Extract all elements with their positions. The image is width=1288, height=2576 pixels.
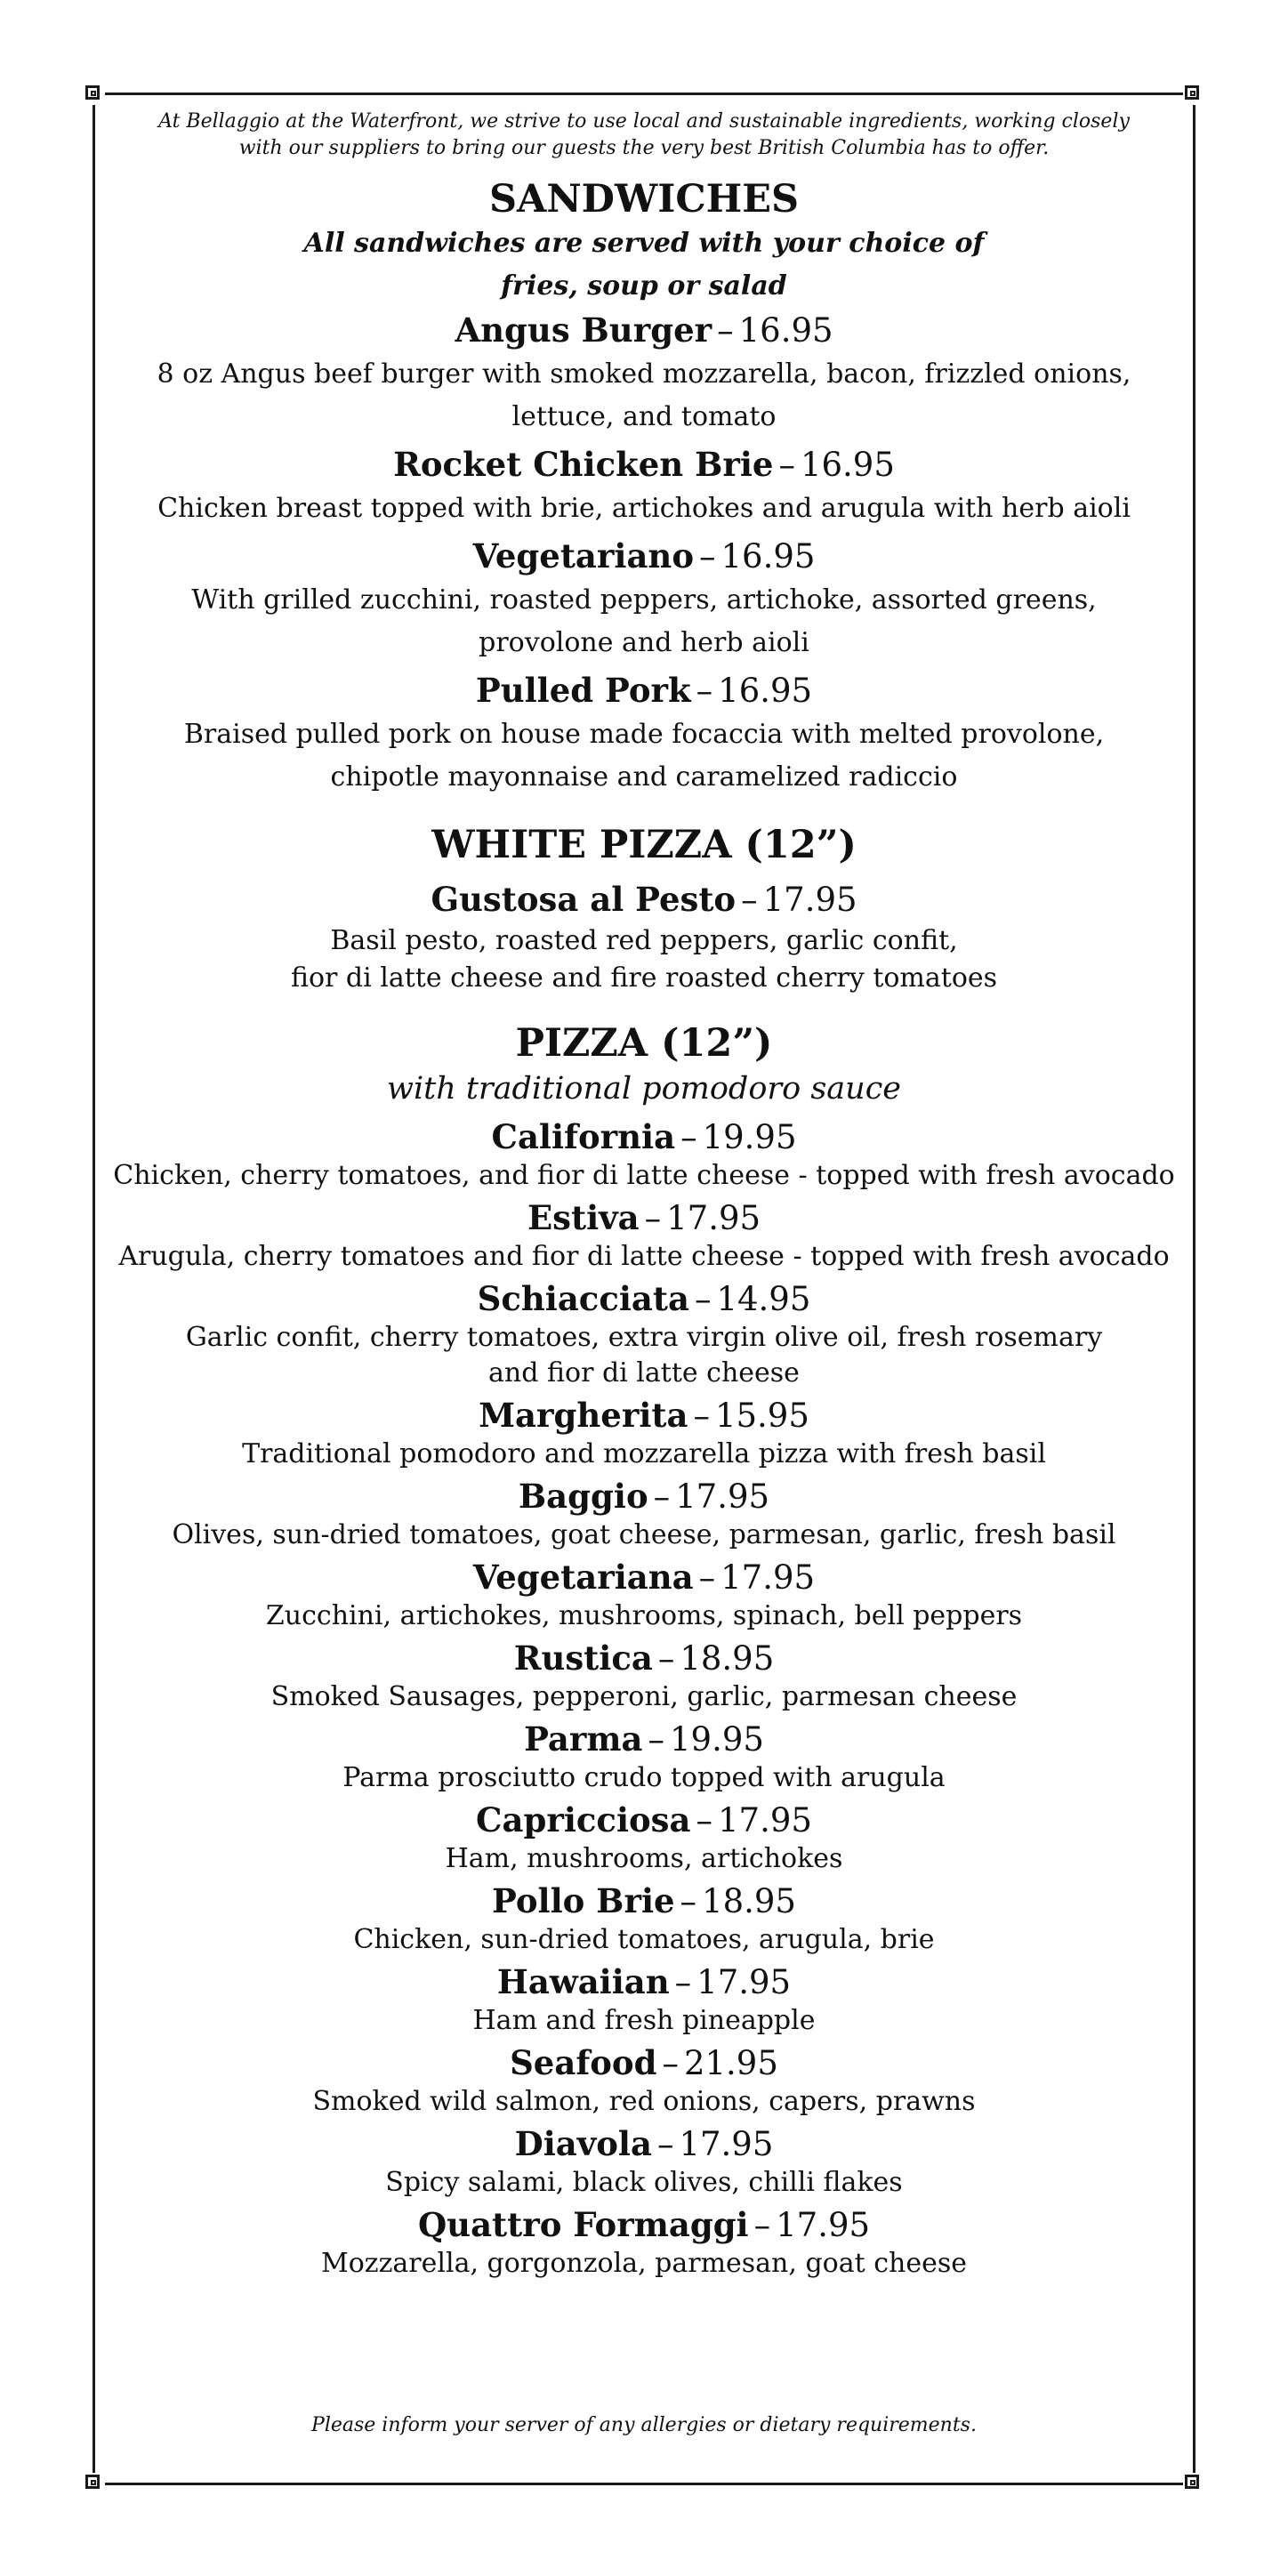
menu-item-description	[107, 353, 1181, 439]
menu-item	[107, 2042, 1181, 2120]
corner-ornament-bottom-right	[1183, 2473, 1204, 2494]
menu-item-separator: –	[644, 1199, 662, 1237]
menu-item-name: Quattro Formaggi	[417, 2205, 749, 2244]
corner-ornament-top-left	[84, 84, 105, 105]
menu-item-price: 17.95	[720, 1558, 816, 1597]
menu-item	[107, 877, 1181, 997]
menu-item	[107, 1557, 1181, 1634]
menu-item	[107, 442, 1181, 530]
menu-item-description	[107, 487, 1181, 530]
menu-item-heading	[107, 2042, 1181, 2084]
menu-item-name: Vegetariano	[472, 536, 694, 576]
menu-item	[107, 2123, 1181, 2201]
menu-item-description-line: Garlic confit, cherry tomatoes, extra virgin olive oil, fresh rosemary	[185, 1322, 1103, 1353]
pizza-title: PIZZA (12”)	[515, 1021, 773, 1066]
menu-item-separator: –	[693, 1397, 710, 1435]
sandwiches-subtitle-line-2: fries, soup or salad	[501, 270, 787, 302]
menu-item-price: 18.95	[680, 1639, 775, 1678]
menu-item-heading	[107, 2123, 1181, 2165]
menu-item-name: California	[491, 1117, 676, 1156]
sandwich-list	[107, 308, 1181, 799]
menu-item-name: Diavola	[514, 2124, 652, 2163]
menu-item-separator: –	[680, 1882, 697, 1920]
menu-item-heading	[107, 1278, 1181, 1320]
pizza-section	[107, 1020, 1181, 2282]
menu-item-description	[107, 1239, 1181, 1275]
menu-item	[107, 1197, 1181, 1275]
menu-item-description-line: Ham, mushrooms, artichokes	[445, 1843, 843, 1874]
menu-item-price: 17.95	[666, 1199, 761, 1237]
menu-item-name: Pulled Pork	[475, 671, 691, 710]
menu-item-description-line: Olives, sun-dried tomatoes, goat cheese, parmesan, garlic, fresh basil	[172, 1519, 1116, 1550]
menu-item-name: Capricciosa	[476, 1800, 691, 1839]
menu-item	[107, 1278, 1181, 1391]
menu-item-heading	[107, 668, 1181, 713]
menu-item-separator: –	[694, 1280, 712, 1318]
menu-item-description	[107, 1922, 1181, 1958]
menu-item-separator: –	[753, 2206, 771, 2244]
menu-item-separator: –	[662, 2044, 679, 2082]
menu-item-name: Pollo Brie	[492, 1881, 675, 1920]
menu-item-heading	[107, 534, 1181, 579]
menu-item-separator: –	[657, 1639, 675, 1678]
menu-item-price: 16.95	[800, 446, 895, 484]
pizza-list	[107, 1116, 1181, 2282]
menu-item-description-line: and fior di latte cheese	[488, 1357, 800, 1389]
menu-item-description-line: Chicken, cherry tomatoes, and fior di latte cheese - topped with fresh avocado	[113, 1160, 1175, 1191]
menu-item-name: Seafood	[510, 2043, 657, 2082]
menu-item	[107, 1719, 1181, 1796]
menu-item-price: 17.95	[679, 2125, 774, 2163]
menu-item-description-line: Parma prosciutto crudo topped with arugula	[342, 1762, 946, 1793]
menu-item-description	[107, 1841, 1181, 1877]
menu-item-description	[107, 2246, 1181, 2282]
menu-item-name: Margherita	[479, 1396, 688, 1435]
menu-item-name: Schiacciata	[477, 1279, 689, 1318]
menu-item-name: Rocket Chicken Brie	[393, 445, 774, 484]
menu-item	[107, 1880, 1181, 1958]
menu-item-price: 16.95	[720, 537, 816, 576]
menu-item-price: 16.95	[718, 672, 813, 710]
menu-item-price: 18.95	[702, 1882, 796, 1920]
menu-item-description-line: Smoked wild salmon, red onions, capers, prawns	[312, 2086, 976, 2117]
menu-item	[107, 2204, 1181, 2282]
menu-item-price: 17.95	[696, 1963, 792, 2001]
menu-item-description-line: Braised pulled pork on house made focaccia with melted provolone,	[183, 719, 1105, 750]
menu-item	[107, 1638, 1181, 1715]
allergy-note: Please inform your server of any allergies or dietary requirements.	[311, 2414, 977, 2436]
menu-item-name: Estiva	[527, 1198, 640, 1237]
menu-item-heading	[107, 1961, 1181, 2003]
menu-item-description-line: Zucchini, artichokes, mushrooms, spinach, bell peppers	[265, 1600, 1023, 1631]
menu-item-separator: –	[656, 2125, 674, 2163]
sandwiches-section	[107, 176, 1181, 799]
menu-item-heading	[107, 1880, 1181, 1922]
menu-item	[107, 1799, 1181, 1877]
menu-item-heading	[107, 1116, 1181, 1158]
menu-item-description-line: Ham and fresh pineapple	[472, 2005, 816, 2036]
menu-item-price: 21.95	[683, 2044, 778, 2082]
menu-item-description	[107, 1158, 1181, 1194]
menu-item-description-line: fior di latte cheese and fire roasted cherry tomatoes	[290, 962, 998, 994]
menu-item-price: 14.95	[716, 1280, 811, 1318]
intro-line-1: At Bellaggio at the Waterfront, we strive to use local and sustainable ingredients, working closely	[158, 110, 1130, 133]
menu-item	[107, 668, 1181, 799]
menu-item-heading	[107, 1719, 1181, 1760]
menu-item	[107, 1395, 1181, 1472]
menu-item-heading	[107, 1638, 1181, 1679]
menu-item	[107, 308, 1181, 439]
intro-line-2: with our suppliers to bring our guests the very best British Columbia has to offer.	[238, 137, 1050, 159]
menu-item-description	[107, 1760, 1181, 1796]
corner-ornament-bottom-left	[84, 2473, 105, 2494]
menu-item-name: Vegetariana	[472, 1558, 694, 1597]
menu-item-description	[107, 1320, 1181, 1391]
menu-item-name: Angus Burger	[455, 310, 712, 350]
menu-item-heading	[107, 1395, 1181, 1437]
menu-item-price: 17.95	[762, 881, 857, 919]
menu-item-name: Gustosa al Pesto	[431, 880, 737, 919]
menu-item-description-line: Chicken, sun-dried tomatoes, arugula, brie	[353, 1924, 935, 1955]
menu-item-description-line: chipotle mayonnaise and caramelized radiccio	[330, 761, 958, 793]
menu-item-price: 17.95	[776, 2206, 871, 2244]
menu-item-description-line: Spicy salami, black olives, chilli flakes	[385, 2167, 903, 2198]
sandwiches-subtitle-line-1: All sandwiches are served with your choice of	[303, 228, 985, 259]
menu-item-price: 17.95	[675, 1477, 770, 1516]
menu-item-heading	[107, 2204, 1181, 2246]
menu-item-description	[107, 1679, 1181, 1715]
menu-item-description-line: Basil pesto, roasted red peppers, garlic confit,	[330, 925, 958, 956]
menu-item-separator: –	[741, 881, 758, 919]
menu-item-separator: –	[699, 537, 716, 576]
menu-item-price: 15.95	[714, 1397, 809, 1435]
menu-item-description-line: With grilled zucchini, roasted peppers, artichoke, assorted greens,	[191, 584, 1097, 616]
menu-item-description	[107, 2165, 1181, 2201]
pizza-subtitle: with traditional pomodoro sauce	[386, 1071, 902, 1107]
menu-item-description	[107, 579, 1181, 664]
menu-item-name: Rustica	[513, 1638, 653, 1678]
menu-item	[107, 1476, 1181, 1553]
menu-item-separator: –	[653, 1477, 671, 1516]
menu-item-separator: –	[778, 446, 795, 484]
menu-item-price: 19.95	[702, 1118, 797, 1156]
menu-item	[107, 534, 1181, 664]
menu-item-description-line: Smoked Sausages, pepperoni, garlic, parmesan cheese	[270, 1681, 1018, 1712]
menu-item-description	[107, 922, 1181, 997]
menu-item-separator: –	[680, 1118, 697, 1156]
menu-item-separator: –	[696, 1801, 712, 1839]
menu-item-description-line: provolone and herb aioli	[479, 627, 809, 658]
menu-item-description-line: Traditional pomodoro and mozzarella pizza with fresh basil	[242, 1438, 1046, 1469]
menu-item-name: Parma	[524, 1719, 643, 1759]
menu-item-heading	[107, 442, 1181, 487]
white-pizza-title: WHITE PIZZA (12”)	[431, 823, 857, 867]
menu-item-description	[107, 1598, 1181, 1634]
menu-content	[107, 109, 1181, 2285]
menu-item-description-line: lettuce, and tomato	[511, 401, 777, 432]
menu-item-description-line: Mozzarella, gorgonzola, parmesan, goat cheese	[321, 2248, 967, 2279]
menu-item-name: Hawaiian	[496, 1962, 670, 2001]
menu-item-description	[107, 1517, 1181, 1553]
menu-item-description-line: 8 oz Angus beef burger with smoked mozzarella, bacon, frizzled onions,	[157, 358, 1131, 390]
menu-item-price: 16.95	[738, 311, 833, 350]
menu-item-separator: –	[674, 1963, 692, 2001]
menu-item-separator: –	[717, 311, 734, 350]
menu-item-heading	[107, 1197, 1181, 1239]
menu-item-description	[107, 2003, 1181, 2039]
menu-item-description-line: Chicken breast topped with brie, artichokes and arugula with herb aioli	[157, 493, 1131, 524]
menu-item-separator: –	[696, 672, 713, 710]
menu-item-description-line: Arugula, cherry tomatoes and fior di latte cheese - topped with fresh avocado	[118, 1241, 1170, 1272]
menu-item-heading	[107, 308, 1181, 353]
menu-item-separator: –	[698, 1558, 716, 1597]
menu-item-heading	[107, 1557, 1181, 1598]
intro-text	[107, 109, 1181, 162]
menu-item-heading	[107, 1476, 1181, 1517]
sandwiches-title: SANDWICHES	[488, 177, 800, 221]
menu-item-separator: –	[648, 1720, 664, 1759]
menu-item	[107, 1116, 1181, 1194]
white-pizza-list	[107, 877, 1181, 997]
menu-item-price: 17.95	[718, 1801, 812, 1839]
menu-item-price: 19.95	[669, 1720, 764, 1759]
white-pizza-section	[107, 822, 1181, 997]
menu-item-description	[107, 1437, 1181, 1472]
menu-item-heading	[107, 1799, 1181, 1841]
corner-ornament-top-right	[1183, 84, 1204, 105]
menu-item	[107, 1961, 1181, 2039]
menu-item-heading	[107, 877, 1181, 922]
menu-item-name: Baggio	[518, 1477, 648, 1516]
menu-item-description	[107, 713, 1181, 799]
menu-item-description	[107, 2084, 1181, 2120]
